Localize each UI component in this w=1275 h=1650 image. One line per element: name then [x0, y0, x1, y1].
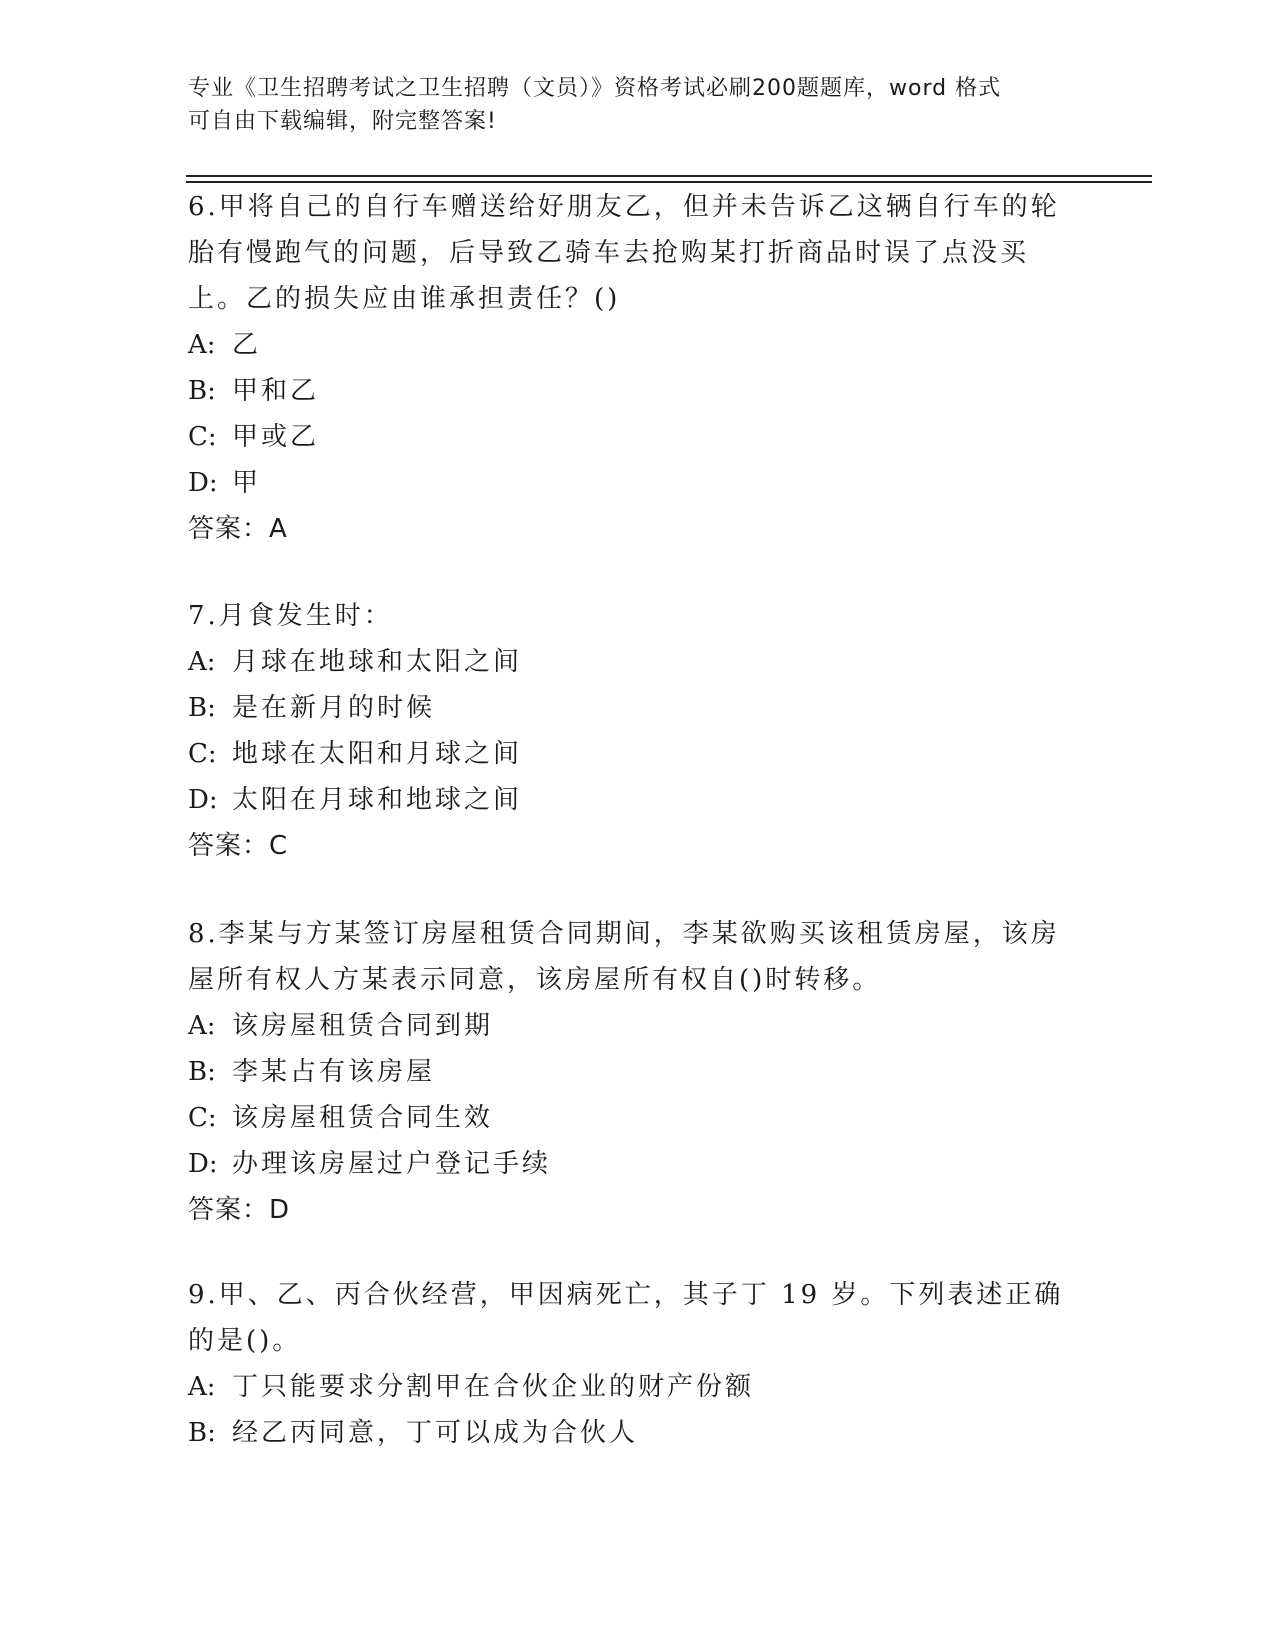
option-letter: B:: [188, 1418, 216, 1448]
option-letter: B:: [188, 1057, 216, 1087]
option-text: 月球在地球和太阳之间: [232, 647, 523, 677]
answer-line: 答案：A: [188, 514, 288, 544]
option-letter: A:: [188, 1011, 216, 1041]
option-letter: A:: [188, 330, 216, 360]
option-d: [188, 460, 1068, 506]
option-text: 乙: [232, 330, 262, 360]
option-text: 该房屋租赁合同生效: [232, 1103, 494, 1133]
option-letter: C:: [188, 1103, 217, 1133]
option-c: [188, 1095, 1068, 1141]
question-8: [188, 911, 1068, 1233]
option-d: [188, 777, 1068, 823]
option-letter: A:: [188, 1372, 216, 1402]
question-6: [188, 184, 1068, 552]
answer-line: 答案：D: [188, 1195, 291, 1225]
question-text: 9.甲、乙、丙合伙经营，甲因病死亡，其子丁 19 岁。下列表述正确的是()。: [188, 1280, 1064, 1356]
option-text: 经乙丙同意，丁可以成为合伙人: [232, 1418, 639, 1448]
option-a: [188, 322, 1068, 368]
option-text: 甲: [232, 468, 262, 498]
option-letter: D:: [188, 785, 218, 815]
option-b: [188, 1049, 1068, 1095]
option-text: 甲和乙: [232, 376, 320, 406]
option-letter: C:: [188, 739, 217, 769]
option-text: 太阳在月球和地球之间: [232, 785, 523, 815]
option-c: [188, 731, 1068, 777]
option-text: 是在新月的时候: [232, 693, 436, 723]
header-line-1: 专业《卫生招聘考试之卫生招聘（文员）》资格考试必刷200题题库，word 格式: [188, 76, 1002, 101]
option-letter: A:: [188, 647, 216, 677]
option-a: [188, 1003, 1068, 1049]
answer-line: 答案：C: [188, 831, 289, 861]
header-divider-bottom: [186, 181, 1152, 183]
question-text: 6.甲将自己的自行车赠送给好朋友乙，但并未告诉乙这辆自行车的轮胎有慢跑气的问题，后导致乙骑车去抢购某打折商品时误了点没买上。乙的损失应由谁承担责任？(): [188, 192, 1060, 314]
option-letter: C:: [188, 422, 217, 452]
option-a: [188, 1364, 1068, 1410]
option-text: 办理该房屋过户登记手续: [232, 1149, 552, 1179]
header-line-2: 可自由下载编辑，附完整答案!: [188, 109, 497, 134]
option-letter: D:: [188, 1149, 218, 1179]
question-text: 7.月食发生时：: [188, 601, 393, 631]
header-divider-top: [186, 175, 1152, 177]
option-b: [188, 1410, 1068, 1456]
question-text: 8.李某与方某签订房屋租赁合同期间，李某欲购买该租赁房屋，该房屋所有权人方某表示同意，该房屋所有权自()时转移。: [188, 919, 1060, 995]
option-a: [188, 639, 1068, 685]
option-b: [188, 368, 1068, 414]
option-letter: B:: [188, 376, 216, 406]
option-text: 甲或乙: [232, 422, 320, 452]
question-9: [188, 1272, 1068, 1456]
option-text: 该房屋租赁合同到期: [232, 1011, 494, 1041]
option-text: 丁只能要求分割甲在合伙企业的财产份额: [232, 1372, 755, 1402]
option-b: [188, 685, 1068, 731]
option-d: [188, 1141, 1068, 1187]
question-7: [188, 593, 1068, 869]
option-letter: B:: [188, 693, 216, 723]
document-header: [188, 72, 1068, 138]
option-text: 地球在太阳和月球之间: [232, 739, 523, 769]
option-c: [188, 414, 1068, 460]
option-text: 李某占有该房屋: [232, 1057, 436, 1087]
option-letter: D:: [188, 468, 218, 498]
